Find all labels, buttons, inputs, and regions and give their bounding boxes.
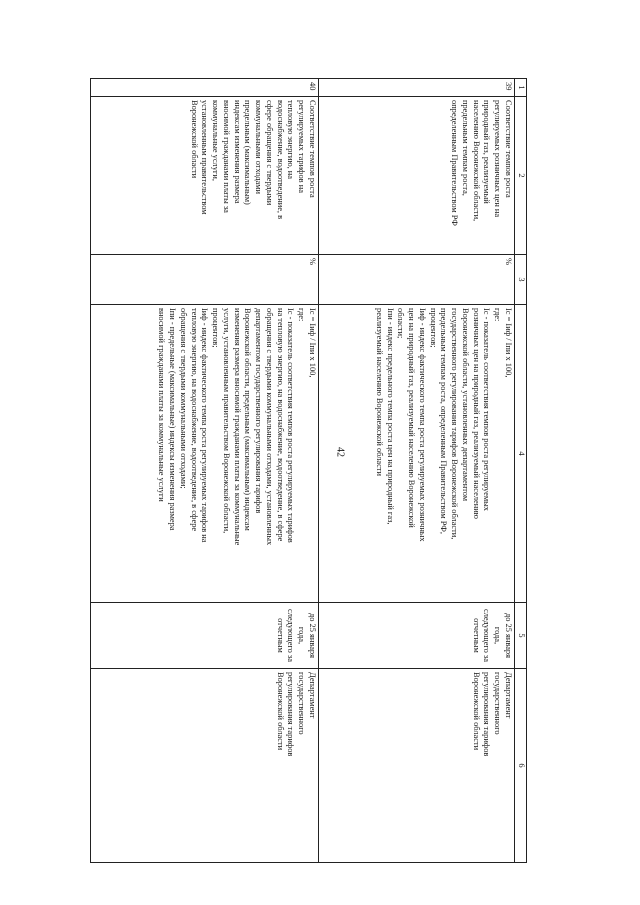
header-cell-4: 4 — [515, 305, 527, 603]
text-line: Воронежской области, установленных департаментом — [461, 308, 470, 502]
text-line: на тепловую энергию, на водоснабжение, водоотведение, в сфере — [275, 308, 285, 542]
text-line: Iиф - индекс фактического темпа роста регулируемых розничных — [418, 308, 427, 542]
text-line: отчетным — [471, 618, 481, 653]
text-line: индексам изменения размера — [232, 100, 242, 204]
header-row — [515, 79, 527, 863]
text-line: коммунальные услуги, — [211, 100, 221, 181]
text-line: государственного регулирования тарифов Воронежской области, — [450, 308, 460, 540]
text-line: департаментом государственного регулирования тарифов — [254, 308, 264, 514]
header-cell-3: 3 — [515, 255, 527, 305]
text-line: розничных цен на природный газ, реализуемый населению — [471, 308, 481, 519]
text-line: предельным (максимальным) — [243, 100, 253, 205]
text-line: определенным Правительством РФ — [450, 100, 460, 226]
text-line: Воронежской области — [275, 672, 285, 751]
text-line: регулируемых розничных цен на — [493, 100, 503, 218]
text-line: года, — [493, 626, 503, 645]
text-line: отчетным — [275, 618, 285, 653]
header-cell-1: 1 — [515, 79, 527, 97]
header-cell-6: 6 — [515, 669, 527, 863]
text-line: обращения с твердыми коммунальными отходами, установленных — [265, 308, 274, 546]
indicator-name — [91, 97, 319, 255]
text-line: Ic = Iиф / Iпи х 100, — [308, 308, 317, 378]
calculation-method — [91, 305, 319, 603]
text-line: где: — [493, 308, 503, 322]
text-line: Воронежской области, предельным (максимальным) индексам — [243, 308, 253, 531]
text-line: установленным правительством — [200, 100, 210, 215]
text-line: регулирования тарифов — [286, 672, 296, 757]
responsible — [319, 669, 515, 863]
text-line: года, — [297, 626, 307, 645]
header-cell-2: 2 — [515, 97, 527, 255]
calculation-method — [319, 305, 515, 603]
text-line: Департамент — [308, 672, 317, 719]
text-line: Соответствие темпов роста — [308, 100, 317, 198]
text-line: Департамент — [504, 672, 513, 719]
text-line: изменения размера вносимой гражданами платы за коммунальные — [232, 308, 242, 546]
text-line: населению Воронежской области, — [471, 100, 481, 222]
text-line: сфере обращения с твердыми — [265, 100, 274, 206]
text-line: регулируемых тарифов на — [297, 100, 307, 193]
table-row — [91, 79, 319, 863]
text-line: вносимой гражданами платы за коммунальные услуги — [157, 308, 167, 502]
text-line: цен на природный газ, реализуемый населению Воронежской — [407, 308, 417, 528]
text-line: государственного — [297, 672, 307, 735]
text-line: следующего за — [482, 609, 492, 662]
text-line: обращения с твердыми коммунальными отходами; — [179, 308, 188, 489]
text-line: Iпи - предельные (максимальные) индексы изменения размера — [168, 308, 178, 531]
text-line: коммунальными отходами — [254, 100, 264, 195]
text-line: водоснабжение, водоотведение, в — [275, 100, 285, 220]
deadline — [91, 603, 319, 669]
text-line: области; — [396, 308, 406, 339]
text-line: Соответствие темпов роста — [504, 100, 513, 198]
text-line: тепловую энергию, на водоснабжение, водоотведение, в сфере — [189, 308, 199, 532]
indicators-table — [90, 78, 527, 863]
text-line: природный газ, реализуемый — [482, 100, 492, 204]
row-number: 40 — [91, 79, 319, 97]
text-line: до 25 января — [308, 613, 317, 658]
text-line: предельным темпам роста, определенным Правительством РФ, — [439, 308, 449, 535]
text-line: вносимой гражданами платы за — [222, 100, 231, 213]
header-cell-5: 5 — [515, 603, 527, 669]
text-line: тепловую энергию, на — [286, 100, 296, 179]
text-line: государственного — [493, 672, 503, 735]
text-line: где: — [297, 308, 307, 322]
text-line: процентов; — [211, 308, 221, 348]
text-line: Воронежской области — [471, 672, 481, 751]
text-line: Iиф - индекс фактического темпа роста регулируемых тарифов на — [200, 308, 210, 543]
text-line: следующего за — [286, 609, 296, 662]
text-line: процентов; — [428, 308, 438, 348]
text-line: предельным темпам роста, — [461, 100, 470, 196]
page-number: 42 — [334, 447, 346, 457]
unit: % — [319, 255, 515, 305]
text-line: Iпи - индекс предельного темпа роста цен на природный газ, — [385, 308, 395, 525]
deadline — [319, 603, 515, 669]
indicator-name — [319, 97, 515, 255]
text-line: Воронежской области — [189, 100, 199, 179]
table-row — [319, 79, 515, 863]
text-line: Ic = Iиф / Iпи х 100, — [504, 308, 513, 378]
row-number: 39 — [319, 79, 515, 97]
text-line: до 25 января — [504, 613, 513, 658]
unit: % — [91, 255, 319, 305]
text-line: реализуемый населению Воронежской области — [375, 308, 384, 476]
text-line: регулирования тарифов — [482, 672, 492, 757]
text-line: Ic - показатель соответствия темпов роста регулируемых тарифов — [286, 308, 296, 543]
text-line: услуги, установленным правительством Воронежской области, — [222, 308, 231, 534]
rotated-table-container — [90, 78, 527, 862]
text-line: Ic - показатель соответствия темпов роста регулируемых — [482, 308, 492, 511]
responsible — [91, 669, 319, 863]
